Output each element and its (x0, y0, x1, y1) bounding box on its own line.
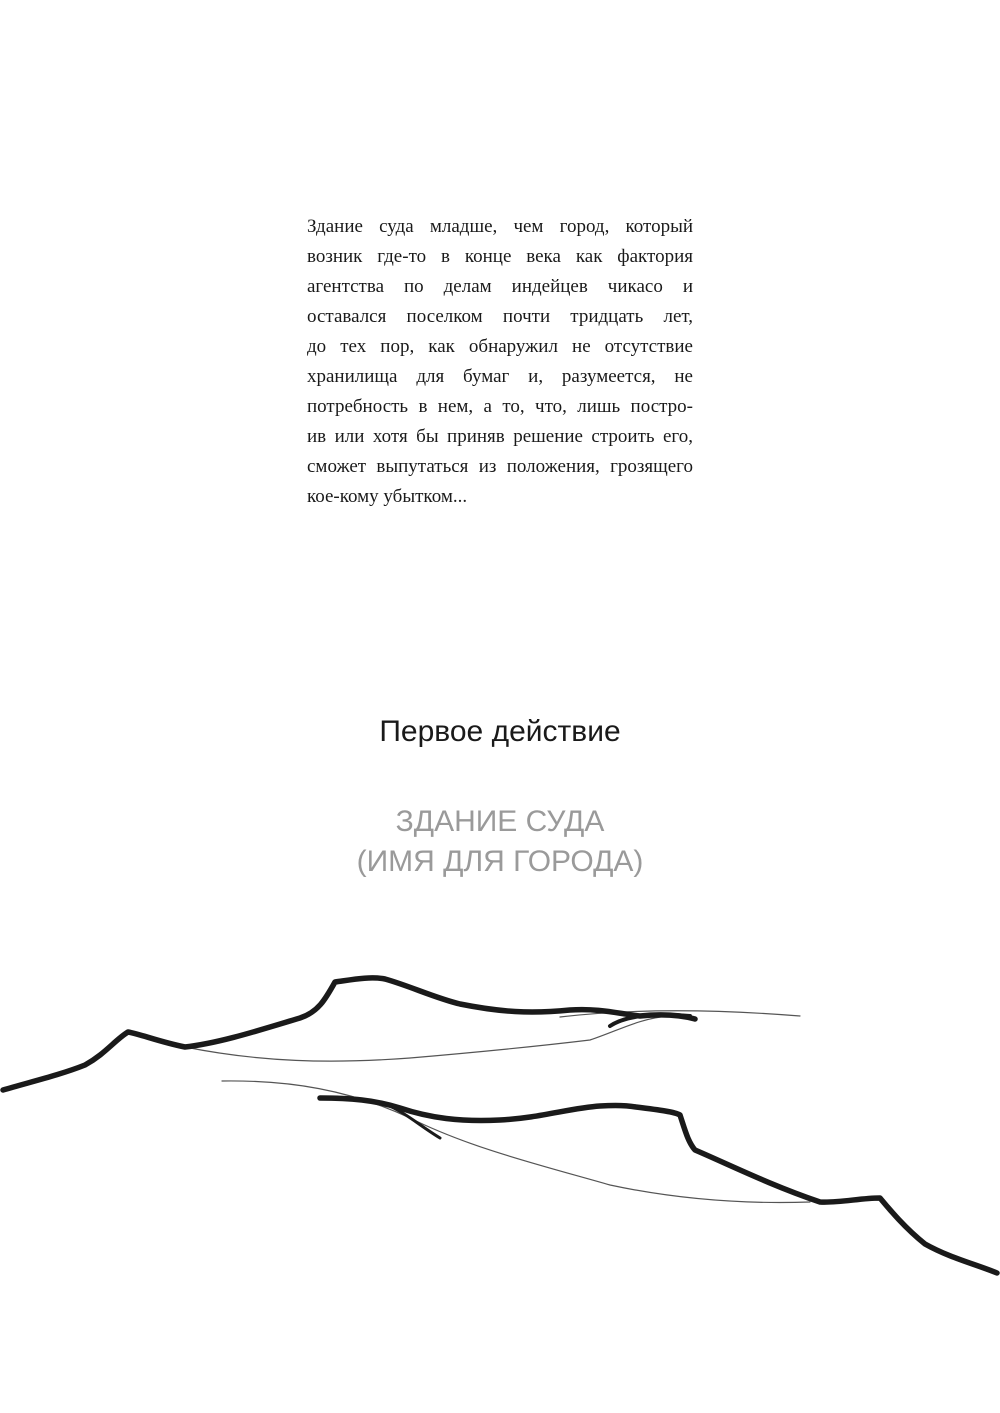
thin-ridge-line (222, 1081, 810, 1203)
epigraph-line: оставался поселком почти тридцать лет, (307, 306, 693, 327)
epigraph-line: сможет выпутаться из положения, грозящего (307, 456, 693, 477)
epigraph-line: хранилища для бумаг и, разумеется, не (307, 366, 693, 387)
epigraph-line: потребность в нем, а то, что, лишь постро- (307, 396, 693, 417)
epigraph-line: ив или хотя бы приняв решение строить его, (307, 426, 693, 447)
thin-ridge-line (185, 1016, 670, 1061)
chapter-title (0, 802, 1000, 882)
epigraph (307, 212, 693, 512)
mountain-landscape-illustration (0, 960, 1000, 1290)
thick-ridge-line (3, 978, 695, 1090)
epigraph-line: агентства по делам индейцев чикасо и (307, 276, 693, 297)
chapter-title-line: (ИМЯ ДЛЯ ГОРОДА) (356, 845, 644, 878)
epigraph-line: Здание суда младше, чем город, который (307, 216, 693, 237)
act-title: Первое действие (379, 715, 621, 748)
epigraph-line: возник где-то в конце века как фактория (307, 246, 693, 267)
thick-ridge-line (610, 1015, 690, 1026)
epigraph-line: кое-кому убытком... (307, 486, 468, 507)
chapter-title-line: ЗДАНИЕ СУДА (395, 805, 605, 838)
epigraph-line: до тех пор, как обнаружил не отсутствие (307, 336, 693, 357)
